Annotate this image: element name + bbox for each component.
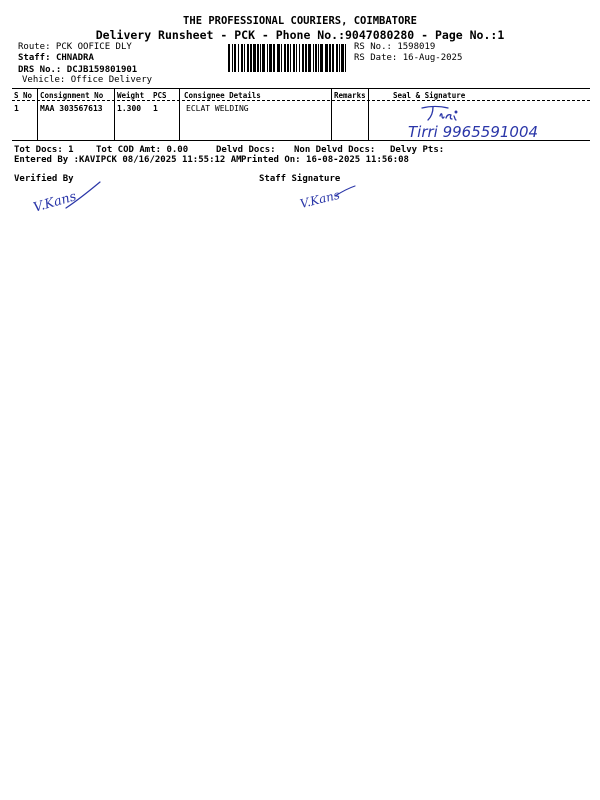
col-header-consignment: Consignment No [40, 91, 104, 100]
barcode-bar [234, 44, 236, 72]
staff-row [18, 53, 94, 63]
barcode-bar [238, 44, 239, 72]
barcode-bar [315, 44, 317, 72]
barcode-bar [287, 44, 289, 72]
entered-by: Entered By :KAVIPCK 08/16/2025 11:55:12 AM [14, 155, 242, 165]
col-header-signature: Seal & Signature [393, 91, 466, 100]
verified-signature [28, 178, 108, 214]
col-divider [331, 89, 332, 140]
barcode-bar [302, 44, 304, 72]
barcode-bar [262, 44, 265, 72]
barcode-bar [293, 44, 295, 72]
tot-docs: Tot Docs: 1 [14, 145, 74, 155]
receiver-phone: Tirri 9965591004 [408, 123, 539, 141]
barcode-bar [305, 44, 307, 72]
table-top-border [12, 88, 590, 89]
barcode-bar [247, 44, 249, 72]
barcode-bar [269, 44, 272, 72]
barcode-bar [308, 44, 311, 72]
printed-on: Printed On: 16-08-2025 11:56:08 [241, 155, 409, 165]
staff-signature [295, 178, 365, 212]
barcode-bar [257, 44, 259, 72]
non-delivered-docs: Non Delvd Docs: [294, 145, 376, 155]
barcode [228, 44, 348, 72]
barcode-bar [320, 44, 323, 72]
barcode-bar [336, 44, 338, 72]
barcode-bar [341, 44, 344, 72]
col-header-sno: S No [14, 91, 33, 100]
drs-value: DCJB159801901 [66, 65, 138, 75]
delivered-docs: Delvd Docs: [216, 145, 276, 155]
receiver-signature [400, 100, 539, 142]
barcode-bar [299, 44, 300, 72]
barcode-bar [232, 44, 233, 72]
barcode-bar [290, 44, 291, 72]
barcode-bar [296, 44, 297, 72]
col-header-consignee: Consignee Details [184, 91, 261, 100]
barcode-bar [253, 44, 256, 72]
col-divider [37, 89, 38, 140]
verified-by-label: Verified By [14, 174, 74, 184]
barcode-bar [284, 44, 286, 72]
rs-number: RS No.: 1598019 [354, 42, 436, 52]
company-title: THE PROFESSIONAL COURIERS, COIMBATORE [183, 15, 417, 27]
barcode-bar [339, 44, 340, 72]
barcode-bar [250, 44, 252, 72]
staff-signature-label: Staff Signature [259, 174, 341, 184]
barcode-bar [267, 44, 268, 72]
vehicle-text: Vehicle: Office Delivery [22, 75, 153, 85]
col-header-weight: Weight [117, 91, 145, 100]
cell-consignee: ECLAT WELDING [186, 104, 249, 113]
tot-cod-amount: Tot COD Amt: 0.00 [96, 145, 189, 155]
cell-pcs: 1 [153, 104, 158, 113]
cell-weight: 1.300 [117, 104, 142, 113]
barcode-bar [241, 44, 243, 72]
barcode-bar [273, 44, 275, 72]
barcode-bar [244, 44, 245, 72]
drs-row [18, 65, 137, 75]
col-divider [179, 89, 180, 140]
rs-date: RS Date: 16-Aug-2025 [354, 53, 463, 63]
barcode-bar [329, 44, 331, 72]
col-header-pcs: PCS [153, 91, 167, 100]
col-header-remarks: Remarks [334, 91, 366, 100]
barcode-bar [260, 44, 261, 72]
route-text: Route: PCK OOFICE DLY [18, 42, 132, 52]
staff-value: CHNADRA [55, 53, 94, 63]
barcode-bar [318, 44, 319, 72]
barcode-bar [228, 44, 230, 72]
svg-text:V.Kans: V.Kans [298, 187, 342, 212]
barcode-bar [281, 44, 282, 72]
svg-text:V.Kans: V.Kans [31, 189, 79, 216]
col-divider [114, 89, 115, 140]
runsheet-subtitle: Delivery Runsheet - PCK - Phone No.:9047080280 - Page No.:1 [95, 28, 505, 42]
staff-label: Staff: [18, 53, 51, 63]
barcode-bar [313, 44, 314, 72]
cell-consignment: MAA 303567613 [40, 104, 103, 113]
drs-label: DRS No.: [18, 65, 62, 75]
col-divider [368, 89, 369, 140]
barcode-bar [332, 44, 334, 72]
barcode-bar [325, 44, 328, 72]
cell-sno: 1 [14, 104, 19, 113]
barcode-bar [277, 44, 280, 72]
delivery-points: Delvy Pts: [390, 145, 445, 155]
barcode-bar [345, 44, 346, 72]
